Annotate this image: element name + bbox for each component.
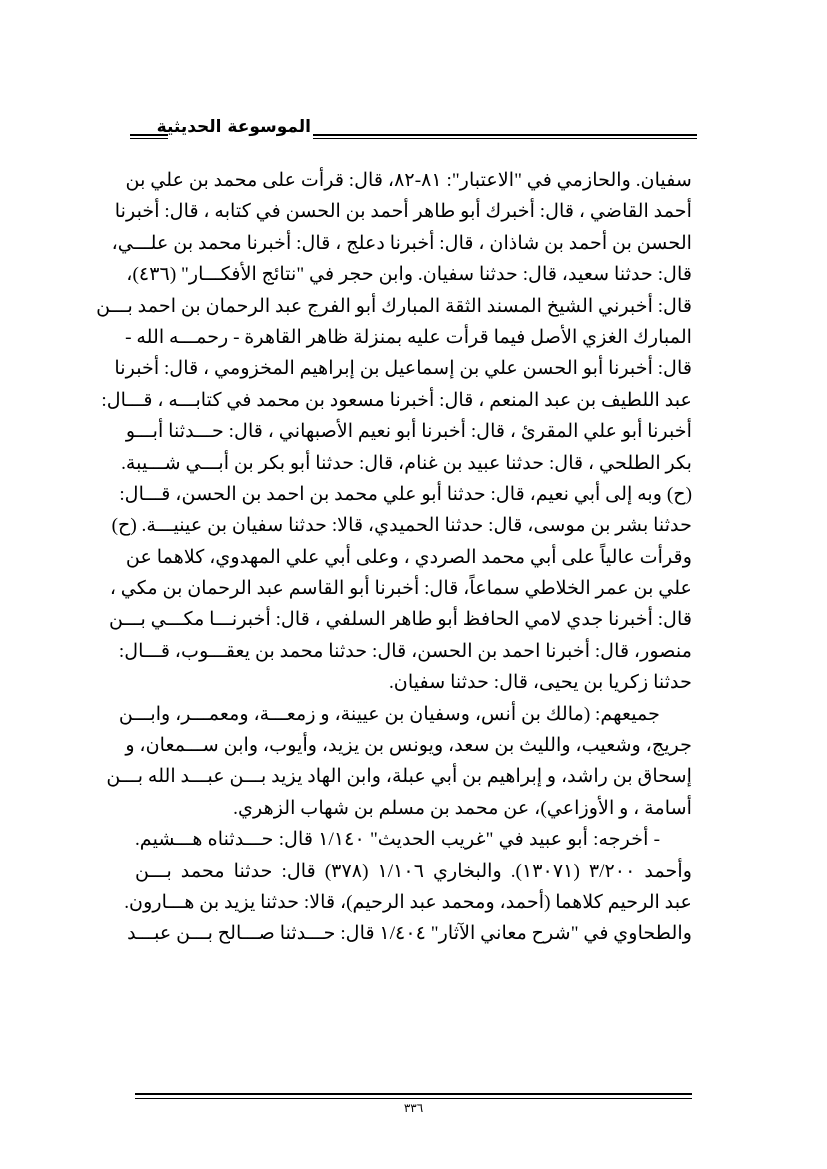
text-line: وأحمد ٣/٢٠٠ (١٣٠٧١). والبخاري ١/١٠٦ (٣٧٨) قال: حدثنا محمد بـــن (135, 860, 693, 882)
page-number: ٣٣٦ (403, 1101, 424, 1115)
text-line: قال: حدثنا سعيد، قال: حدثنا سفيان. وابن حجر في "نتائج الأفكـــار" (٤٣٦)، (126, 264, 692, 286)
text-line: منصور، قال: أخبرنا احمد بن الحسن، قال: حدثنا محمد بن يعقـــوب، قـــال: (118, 640, 692, 662)
text-line: الحسن بن أحمد بن شاذان ، قال: أخبرنا دعلج ، قال: أخبرنا محمد بن علـــي، (111, 232, 692, 254)
text-line: إسحاق بن راشد، و إبراهيم بن أبي عبلة، وابن الهاد يزيد بـــن عبـــد الله بـــن (106, 766, 692, 788)
text-line: (ح) وبه إلى أبي نعيم، قال: حدثنا أبو علي محمد بن احمد بن الحسن، قـــال: (119, 483, 692, 505)
text-line: المبارك الغزي الأصل فيما قرأت عليه بمنزلة ظاهر القاهرة - رحمـــه الله - (125, 326, 692, 348)
text-line: - أخرجه: أبو عبيد في "غريب الحديث" ١/١٤٠ قال: حـــدثناه هـــشيم. (135, 829, 660, 851)
text-line: علي بن عمر الخلاطي سماعاً، قال: أخبرنا أبو القاسم عبد الرحمان بن مكي ، (109, 578, 692, 600)
header-title: الموسوعة الحديثية (156, 117, 311, 137)
text-line: وقرأت عالياً على أبي محمد الصردي ، وعلى أبي علي المهدوي، كلاهما عن (125, 546, 692, 568)
footer-rule-thick (135, 1093, 692, 1095)
header-rule-right (313, 134, 697, 139)
text-line: قال: أخبرني الشيخ المسند الثقة المبارك أبو الفرج عبد الرحمان بن احمد بـــن (96, 295, 692, 317)
text-line: حدثنا زكريا بن يحيى، قال: حدثنا سفيان. (388, 672, 692, 694)
running-header (130, 112, 697, 144)
header-rule-left (130, 134, 168, 139)
text-line: أخبرنا أبو علي المقرئ ، قال: أخبرنا أبو نعيم الأصبهاني ، قال: حـــدثنا أبـــو (125, 421, 692, 443)
text-line: أسامة ، و الأوزاعي)، عن محمد بن مسلم بن شهاب الزهري. (233, 797, 692, 819)
body-text (96, 165, 693, 950)
text-line: جميعهم: (مالك بن أنس، وسفيان بن عيينة، و زمعـــة، ومعمـــر، وابـــن (118, 703, 660, 725)
text-line: جريج، وشعيب، والليث بن سعد، ويونس بن يزيد، وأيوب، وابن ســـمعان، و (125, 735, 692, 757)
text-line: عبد اللطيف بن عبد المنعم ، قال: أخبرنا مسعود بن محمد في كتابـــه ، قـــال: (101, 389, 692, 411)
text-line: بكر الطلحي ، قال: حدثنا عبيد بن غنام، قال: حدثنا أبو بكر بن أبـــي شـــيبة. (121, 452, 692, 474)
text-line: قال: أخبرنا جدي لامي الحافظ أبو طاهر السلفي ، قال: أخبرنـــا مكـــي بـــن (109, 609, 692, 631)
text-line: قال: أخبرنا أبو الحسن علي بن إسماعيل بن إبراهيم المخزومي ، قال: أخبرنا (114, 358, 692, 380)
footer-rule-thin (135, 1098, 692, 1099)
text-line: عبد الرحيم كلاهما (أحمد، ومحمد عبد الرحيم)، قالا: حدثنا يزيد بن هـــارون. (124, 891, 692, 913)
text-line: والطحاوي في "شرح معاني الآثار" ١/٤٠٤ قال: حـــدثنا صـــالح بـــن عبـــد (127, 923, 692, 945)
text-line: أحمد القاضي ، قال: أخبرك أبو طاهر أحمد بن الحسن في كتابه ، قال: أخبرنا (114, 201, 692, 223)
text-line: سفيان. والحازمي في "الاعتبار": ٨١-٨٢، قال: قرأت على محمد بن علي بن (125, 170, 692, 191)
text-line: حدثنا بشر بن موسى، قال: حدثنا الحميدي، قالا: حدثنا سفيان بن عينيـــة. (ح) (111, 515, 692, 537)
